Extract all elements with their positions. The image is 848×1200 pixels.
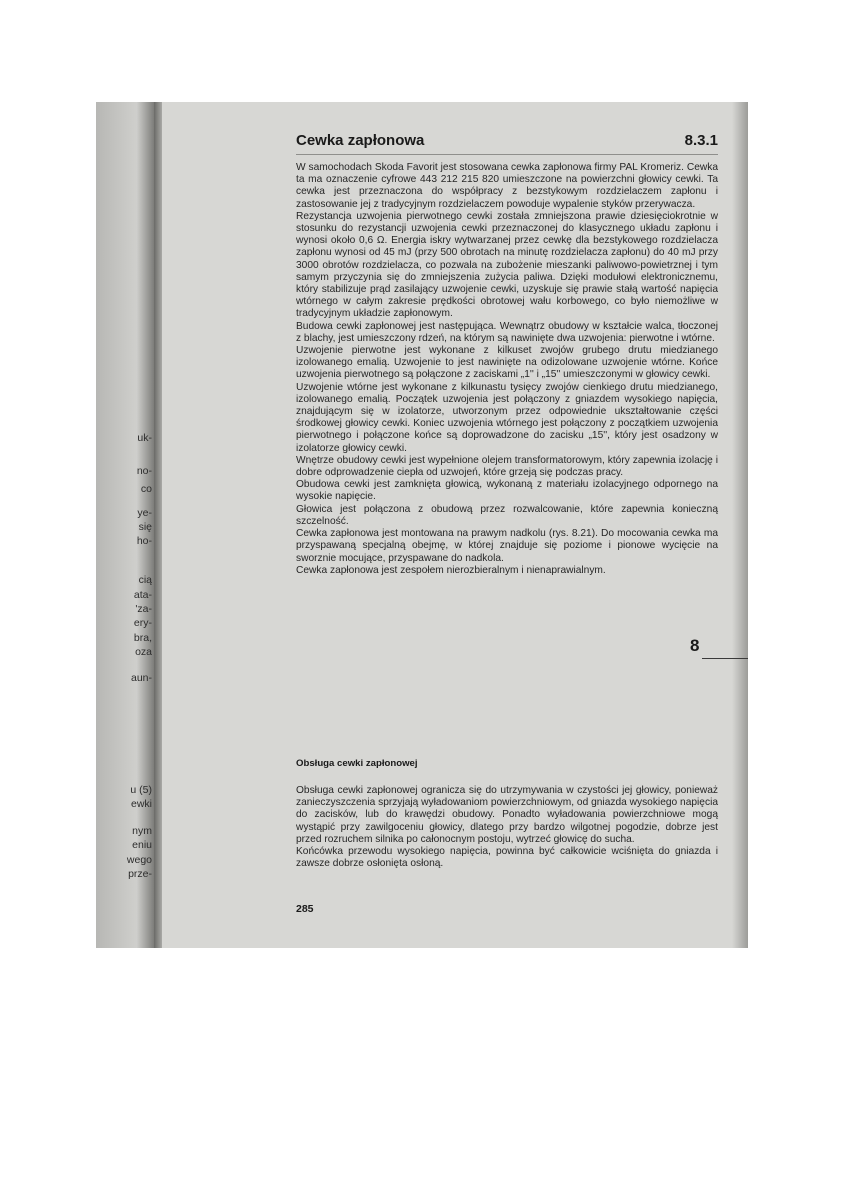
left-fragment: się: [138, 521, 152, 533]
paragraph: Wnętrze obudowy cewki jest wypełnione olejem transformatorowym, który zapewnia izolację i dobre odprowadzenie ciepła od uzwojeń, które grzeją się podczas pracy.: [296, 454, 718, 479]
paragraph: Cewka zapłonowa jest zespołem nierozbieralnym i nienaprawialnym.: [296, 564, 606, 576]
left-fragment: ewki: [130, 798, 152, 810]
book-gutter: [154, 102, 162, 948]
heading-rule: [296, 154, 718, 155]
left-fragment: nym: [132, 825, 152, 837]
subsection-heading: Obsługa cewki zapłonowej: [296, 758, 418, 769]
left-fragment: wego: [126, 854, 152, 866]
left-fragment: prze-: [128, 868, 152, 880]
page-number: 285: [296, 903, 314, 915]
left-fragment: aun-: [130, 672, 152, 684]
chapter-tab-line: [702, 658, 748, 659]
body-text-2: [296, 785, 718, 870]
scanned-book-spread: [96, 102, 748, 948]
paragraph: Obsługa cewki zapłonowej ogranicza się do utrzymywania w czystości jej głowicy, ponieważ zanieczyszczenia sprzyjają wyładowaniom powierzchniowym, od gniazda wysokiego napięcia do zacisków, lub do krawędzi obudowy. Ponadto wyładowania powierzchniowe mogą wystąpić przy zawilgoceniu głowicy, dlatego przy bardzo wilgotnej pogodzie, dobrze jest przed rozruchem silnika po całonocnym postoju, wytrzeć głowicę do sucha.: [296, 785, 718, 845]
left-fragment: u (5): [130, 784, 152, 796]
paragraph: Uzwojenie pierwotne jest wykonane z kilkuset zwojów grubego drutu miedzianego izolowanego emalią. Uzwojenie to jest nawinięte na odizolowane uzwojenie wtórne. Końce uzwojenia pierwotnego są połączone z zaciskami „1'' i „15'' umieszczonymi w głowicy cewki.: [296, 345, 718, 381]
paragraph: Końcówka przewodu wysokiego napięcia, powinna być całkowicie wciśnięta do gniazda i zawsze dobrze osłonięta osłoną.: [296, 846, 718, 870]
left-fragment: cią: [138, 574, 152, 586]
paragraph: Uzwojenie wtórne jest wykonane z kilkunastu tysięcy zwojów cienkiego drutu miedzianego, izolowanego emalią. Początek uzwojenia jest połączony z gniazdem wysokiego napięcia, znajdującym się w izolatorze, utworzonym przez odpowiednie ukształtowanie części środkowej głowicy cewki. Koniec uzwojenia wtórnego jest połączony z początkiem uzwojenia pierwotnego i połączone końce są doprowadzone do zacisku „15'', który jest osadzony w izolatorze głowicy cewki.: [296, 381, 718, 454]
paragraph: W samochodach Skoda Favorit jest stosowana cewka zapłonowa firmy PAL Kromeriz. Cewka ta ma oznaczenie cyfrowe 443 212 215 820 umieszczone na powierzchni głowicy cewki. Ta cewka jest przeznaczona do współpracy z bezstykowym rozdzielaczem zapłonu i zastosowanie jej z tradycyjnym rozdzielaczem powoduje wypalenie styków przerywacza.: [296, 162, 718, 210]
left-fragment: bra,: [133, 632, 152, 644]
section-title: Cewka zapłonowa: [296, 132, 425, 149]
section-heading: [296, 132, 718, 149]
left-page-fragments: [100, 102, 152, 948]
left-fragment: ye-: [137, 507, 152, 519]
right-page-edge: [732, 102, 748, 948]
section-number: 8.3.1: [684, 132, 718, 149]
left-fragment: eniu: [132, 839, 152, 851]
left-fragment: ata-: [133, 589, 152, 601]
paragraph: Rezystancja uzwojenia pierwotnego cewki została zmniejszona prawie dziesięciokrotnie w stosunku do rezystancji uzwojenia cewki przeznaczonej do klasycznego układu zapłonu i wynosi około 0,6 Ω. Energia iskry wytwarzanej przez cewkę dla bezstykowego rozdzielacza zapłonu wynosi od 45 mJ (przy 500 obrotach na minutę rozdzielacza zapłonu) do 40 mJ przy 3000 obrotów rozdzielacza, co pozwala na zubożenie mieszanki paliwowo-powietrznej i tym samym przyczynia się do zmniejszenia zużycia paliwa. Dzięki modułowi elektronicznemu, który stabilizuje prąd zasilający uzwojenie cewki, uzyskuje się prawie stałą wartość napięcia wtórnego w całym zakresie prędkości obrotowej wału korbowego, co było niemożliwe w tradycyjnym układzie zapłonowym.: [296, 210, 718, 320]
left-fragment: no-: [136, 465, 152, 477]
paragraph: Cewka zapłonowa jest montowana na prawym nadkolu (rys. 8.21). Do mocowania cewka ma przyspawaną specjalną obejmę, w której znajduje się poziome i pionowe wycięcie na sworznie mocujące, przyspawane do nadkola.: [296, 528, 718, 564]
left-fragment: co: [140, 483, 152, 495]
body-text: [296, 162, 718, 577]
left-fragment: ery-: [133, 617, 152, 629]
left-fragment: 'za-: [135, 603, 152, 615]
paragraph: Obudowa cewki jest zamknięta głowicą, wykonaną z materiału izolacyjnego odpornego na wysokie napięcie.: [296, 479, 718, 503]
paragraph: Budowa cewki zapłonowej jest następująca. Wewnątrz obudowy w kształcie walca, tłoczonej z blachy, jest umieszczony rdzeń, na którym są nawinięte dwa uzwojenia: pierwotne i wtórne.: [296, 320, 718, 344]
left-fragment: oza: [135, 646, 152, 658]
paragraph: Głowica jest połączona z obudową przez rozwalcowanie, które zapewnia konieczną szczelność.: [296, 503, 718, 527]
chapter-tab: 8: [690, 636, 700, 655]
left-fragment: ho-: [136, 535, 152, 547]
left-fragment: uk-: [137, 432, 152, 444]
